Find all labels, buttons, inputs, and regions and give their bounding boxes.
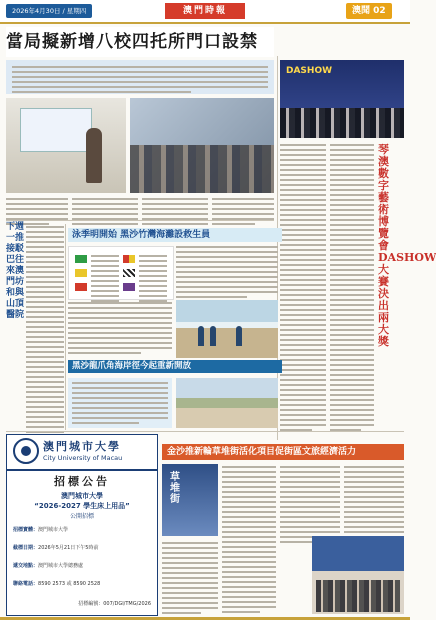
- bottom-right-body-3: [344, 466, 404, 546]
- ad-university-banner: [7, 435, 157, 471]
- dashow-body-col-2: [330, 144, 374, 434]
- poster-title: 草堆街: [170, 472, 180, 505]
- lead-headline: 當局擬新增八校四托所門口設禁: [6, 32, 258, 52]
- left-story-headline: 下週一推接駁巴往來澳門坊和與山頂醫院: [6, 222, 25, 320]
- ad-subtitle-3: 公開招標: [69, 513, 94, 520]
- ad-subtitle-1: 澳門城市大學: [61, 492, 103, 500]
- ad-university-name-cn: 澳門城市大學: [43, 440, 121, 453]
- left-story-body: [26, 226, 64, 466]
- beach-flag-chart: [68, 246, 174, 300]
- lifeguard-headline: 泳季明開始 黑沙竹灣海灘設救生員: [68, 228, 282, 242]
- page-header: [0, 0, 410, 24]
- yellow-flag-icon: [75, 269, 87, 277]
- section-tag: 澳聞 02: [346, 3, 392, 19]
- ad-reference: 招標編號：007/DGI/TMG/2026: [78, 601, 151, 607]
- lifeguard-photo: [176, 300, 278, 358]
- lead-photo-audience: [130, 98, 274, 193]
- lifeguard-body-right: [176, 246, 278, 301]
- speaker-figure: [86, 128, 102, 183]
- dashow-logo: DASHOW: [286, 66, 333, 76]
- lifeguard-figure: [236, 326, 242, 346]
- lead-summary-box: [6, 60, 274, 94]
- dashow-award-group: [280, 108, 404, 138]
- masthead: 澳門時報: [165, 3, 245, 19]
- lead-photo-speaker: [6, 98, 126, 193]
- beach-trail-body: [68, 378, 172, 428]
- beach-trail-headline: 黑沙龍爪角海岸徑今起重新開放: [68, 360, 282, 373]
- lead-headline-block: [6, 27, 274, 57]
- purple-flag-icon: [123, 283, 135, 291]
- lead-body-col-4: [212, 198, 274, 228]
- presentation-screen: [20, 108, 92, 152]
- bottom-right-body-2: [280, 466, 340, 546]
- dashow-headline: 琴澳數字藝術博覽會DASHOW大賽決出兩大獎: [378, 143, 436, 348]
- issue-date: 2026年4月30日 / 星期四: [6, 4, 92, 18]
- group-people: [316, 580, 400, 612]
- lead-body-col-2: [72, 198, 138, 228]
- street-poster: [162, 464, 218, 536]
- university-seal-icon: [13, 438, 39, 464]
- audience-crowd: [130, 145, 274, 193]
- red-yellow-flag-icon: [123, 255, 135, 263]
- checkered-flag-icon: [123, 269, 135, 277]
- beach-trail-photo: [176, 378, 278, 428]
- green-flag-icon: [75, 255, 87, 263]
- ad-row: 截標日期：2026年5月21日下午5時前: [13, 545, 99, 551]
- lifeguard-body-left: [68, 302, 172, 357]
- lead-body-col-3: [142, 198, 208, 228]
- ad-row: 聯絡電話：8590 2573 或 8590 2528: [13, 581, 101, 587]
- ad-row: 招標實體：澳門城市大學: [13, 527, 69, 533]
- bottom-right-body-1: [222, 466, 276, 616]
- ad-subtitle-2: “2026-2027 學生床上用品”: [34, 502, 130, 510]
- ad-title: 招標公告: [54, 475, 110, 488]
- lifeguard-figure: [210, 326, 216, 346]
- tender-notice-ad: [6, 434, 158, 616]
- event-group-photo: [312, 536, 404, 614]
- dashow-body-col-1: [280, 144, 326, 434]
- ad-row: 遞交地點：澳門城市大學總務處: [13, 563, 84, 569]
- bottom-right-headline: 金沙推新輪草堆街活化項目促街區文旅經濟活力: [162, 444, 404, 460]
- ad-university-name-en: City University of Macau: [43, 454, 123, 462]
- dashow-photo: [280, 60, 404, 138]
- red-flag-icon: [75, 283, 87, 291]
- lifeguard-figure: [198, 326, 204, 346]
- bottom-right-body-4: [162, 542, 218, 617]
